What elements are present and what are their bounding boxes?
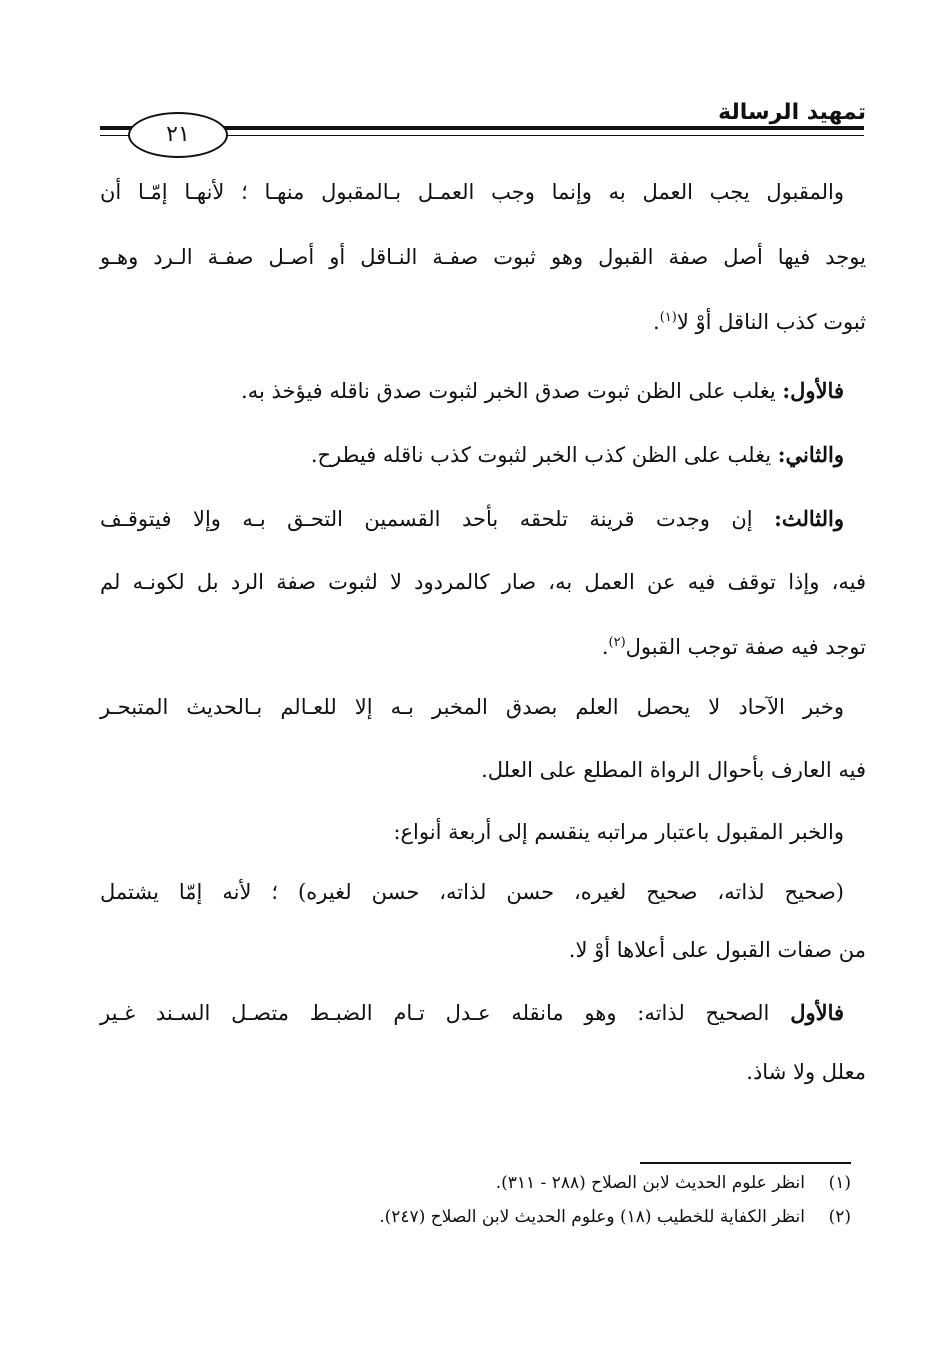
bold-lead-word: فالأول: xyxy=(782,378,844,403)
body-line xyxy=(100,570,866,594)
line-punctuation: . xyxy=(653,310,660,334)
line-text: من صفات القبول على أعلاها أوْ لا. xyxy=(568,938,866,962)
bold-lead-word: فالأول xyxy=(790,1000,844,1025)
footnote-item xyxy=(379,1207,851,1227)
body-line xyxy=(100,180,866,204)
body-line xyxy=(100,245,866,269)
line-text: والمقبول يجب العمل به وإنما وجب العمـل بـالمقبول منهـا ؛ لأنهـا إمّـا أن xyxy=(100,180,844,204)
running-header-title: تمهيد الرسالة xyxy=(718,100,866,125)
line-text: والخبر المقبول باعتبار مراتبه ينقسم إلى أربعة أنواع: xyxy=(393,820,844,844)
body-line xyxy=(100,506,866,531)
body-line xyxy=(100,378,866,403)
body-line xyxy=(100,938,866,962)
body-line xyxy=(100,880,866,904)
line-text: يوجد فيها أصل صفة القبول وهو ثبوت صفـة النـاقل أو أصـل صفـة الـرد وهـو xyxy=(100,245,866,269)
line-text: توجد فيه صفة توجب القبول xyxy=(625,635,866,659)
line-text: معلل ولا شاذ. xyxy=(746,1060,866,1084)
line-text: الصحيح لذاته: وهو مانقله عـدل تـام الضبـط متصـل السـند غـير xyxy=(100,1001,791,1025)
body-line xyxy=(100,1060,866,1084)
footnote-reference: (١) xyxy=(659,310,677,325)
line-text: يغلب على الظن كذب الخبر لثبوت كذب ناقله فيطرح. xyxy=(310,443,778,467)
footnote-item xyxy=(496,1173,851,1193)
footnote-number: (٢) xyxy=(828,1207,851,1227)
line-text: يغلب على الظن ثبوت صدق الخبر لثبوت صدق ناقله فيؤخذ به. xyxy=(241,379,783,403)
line-text: إن وجدت قرينة تلحقه بأحد القسمين التحـق بـه وإلا فيتوقـف xyxy=(100,507,775,531)
line-punctuation: . xyxy=(601,635,609,659)
body-line xyxy=(100,758,866,782)
line-text: فيه، وإذا توقف فيه عن العمل به، صار كالمردود لا لثبوت صفة الرد بل لكونـه لم xyxy=(100,570,866,594)
line-text: فيه العارف بأحوال الرواة المطلع على العلل. xyxy=(481,758,866,782)
body-line xyxy=(100,635,866,659)
line-text: ثبوت كذب الناقل أوْ لا xyxy=(676,310,866,334)
footnote-separator xyxy=(640,1162,851,1164)
bold-lead-word: والثاني: xyxy=(777,442,844,467)
body-line xyxy=(100,442,866,467)
line-text: (صحيح لذاته، صحيح لغيره، حسن لذاته، حسن لغيره) ؛ لأنه إمّا يشتمل xyxy=(100,880,844,904)
bold-lead-word: والثالث: xyxy=(774,506,844,531)
line-text: وخبر الآحاد لا يحصل العلم بصدق المخبر بـه إلا للعـالم بـالحديث المتبحـر xyxy=(100,695,844,719)
page-number: ٢١ xyxy=(128,112,228,158)
body-line xyxy=(100,310,866,334)
footnote-text: انظر علوم الحديث لابن الصلاح (٢٨٨ - ٣١١). xyxy=(495,1173,805,1193)
body-line xyxy=(100,695,866,719)
footnote-reference: (٢) xyxy=(608,635,626,650)
footnote-text: انظر الكفاية للخطيب (١٨) وعلوم الحديث لابن الصلاح (٢٤٧). xyxy=(379,1207,805,1227)
body-line xyxy=(100,820,866,844)
body-line xyxy=(100,1000,866,1025)
footnote-number: (١) xyxy=(828,1173,851,1193)
